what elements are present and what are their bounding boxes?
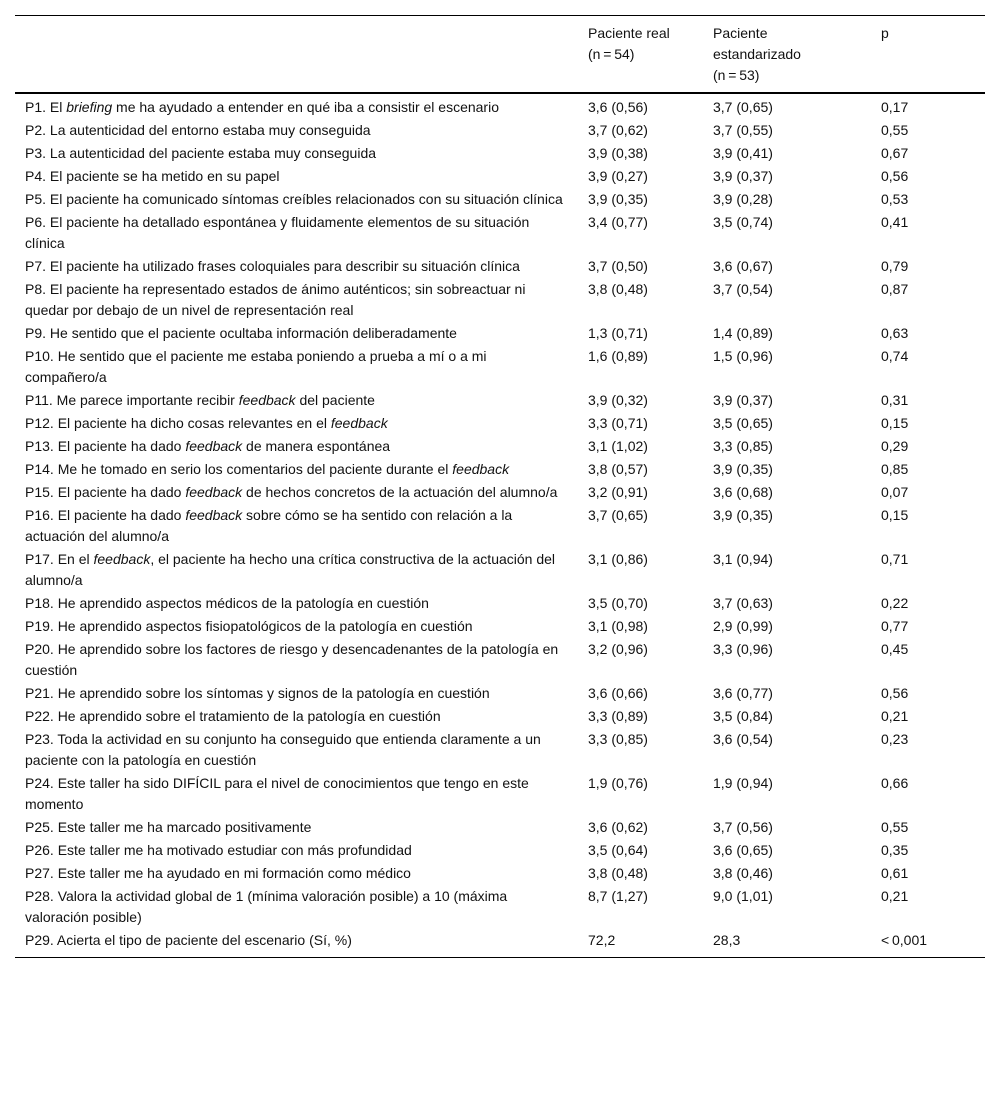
question-text-segment: P13. El paciente ha dado (25, 438, 186, 454)
standardized-patient-value: 3,6 (0,68) (713, 484, 773, 500)
question-text (15, 435, 578, 458)
question-text-segment: feedback (452, 461, 510, 477)
real-patient-value: 3,9 (0,35) (588, 191, 648, 207)
question-text-segment: P4. El paciente se ha metido en su papel (25, 168, 280, 184)
question-text (15, 638, 578, 682)
real-patient-value: 3,1 (0,98) (588, 618, 648, 634)
real-patient-value: 3,3 (0,85) (588, 731, 648, 747)
standardized-patient-value: 3,5 (0,84) (713, 708, 773, 724)
table-row (15, 345, 985, 389)
table-row (15, 862, 985, 885)
question-text (15, 839, 578, 862)
question-text (15, 929, 578, 958)
question-text (15, 682, 578, 705)
standardized-patient-value: 3,9 (0,35) (713, 507, 773, 523)
standardized-patient-value: 3,6 (0,54) (713, 731, 773, 747)
real-patient-value: 3,8 (0,48) (588, 865, 648, 881)
p-value: 0,31 (881, 392, 909, 408)
real-patient-value: 3,7 (0,50) (588, 258, 648, 274)
header-row (15, 16, 985, 94)
real-patient-value: 8,7 (1,27) (588, 888, 648, 904)
table-row (15, 772, 985, 816)
table-row (15, 435, 985, 458)
table-row (15, 839, 985, 862)
standardized-patient-value: 3,6 (0,67) (713, 258, 773, 274)
question-text (15, 322, 578, 345)
header-standardized-patient-n: (n = 53) (713, 67, 760, 83)
p-value: 0,29 (881, 438, 909, 454)
table-row (15, 929, 985, 958)
question-text-segment: P22. He aprendido sobre el tratamiento de la patología en cuestión (25, 708, 441, 724)
p-value: 0,71 (881, 551, 909, 567)
question-text-segment: feedback (185, 484, 243, 500)
standardized-patient-value: 3,9 (0,35) (713, 461, 773, 477)
table-row (15, 389, 985, 412)
table-row (15, 504, 985, 548)
header-standardized-patient-label2: estandarizado (713, 46, 801, 62)
question-text-segment: sobre cómo se ha sentido con relación a la actuación del alumno/a (25, 507, 513, 544)
question-text-segment: P7. El paciente ha utilizado frases coloquiales para describir su situación clínica (25, 258, 520, 274)
real-patient-value: 3,8 (0,57) (588, 461, 648, 477)
table-row (15, 278, 985, 322)
real-patient-value: 1,3 (0,71) (588, 325, 648, 341)
header-item-column (15, 16, 578, 94)
question-text-segment: P27. Este taller me ha ayudado en mi formación como médico (25, 865, 411, 881)
question-text-segment: P5. El paciente ha comunicado síntomas creíbles relacionados con su situación clínica (25, 191, 563, 207)
question-text-segment: P8. El paciente ha representado estados de ánimo auténticos; sin sobreactuar ni quedar por debajo de un nivel de representación real (25, 281, 526, 318)
real-patient-value: 3,5 (0,64) (588, 842, 648, 858)
table-row (15, 885, 985, 929)
question-text (15, 816, 578, 839)
question-text-segment: briefing (66, 99, 113, 115)
question-text (15, 278, 578, 322)
question-text-segment: feedback (185, 507, 243, 523)
table-body (15, 93, 985, 958)
p-value: 0,67 (881, 145, 909, 161)
real-patient-value: 1,9 (0,76) (588, 775, 648, 791)
real-patient-value: 3,6 (0,56) (588, 99, 648, 115)
question-text-segment: P3. La autenticidad del paciente estaba muy conseguida (25, 145, 377, 161)
standardized-patient-value: 3,7 (0,56) (713, 819, 773, 835)
question-text (15, 93, 578, 119)
p-value: 0,77 (881, 618, 909, 634)
p-value: 0,15 (881, 507, 909, 523)
question-text (15, 458, 578, 481)
standardized-patient-value: 3,5 (0,65) (713, 415, 773, 431)
standardized-patient-value: 3,8 (0,46) (713, 865, 773, 881)
real-patient-value: 3,8 (0,48) (588, 281, 648, 297)
p-value: 0,41 (881, 214, 909, 230)
question-text-segment: feedback (93, 551, 151, 567)
p-value: 0,66 (881, 775, 909, 791)
p-value: 0,87 (881, 281, 909, 297)
question-text-segment: P10. He sentido que el paciente me estaba poniendo a prueba a mí o a mi compañero/a (25, 348, 487, 385)
question-text-segment: feedback (330, 415, 388, 431)
question-text-segment: P21. He aprendido sobre los síntomas y signos de la patología en cuestión (25, 685, 490, 701)
question-text (15, 504, 578, 548)
standardized-patient-value: 1,9 (0,94) (713, 775, 773, 791)
p-value: 0,21 (881, 888, 909, 904)
real-patient-value: 3,9 (0,27) (588, 168, 648, 184)
table-row (15, 119, 985, 142)
question-text-segment: P2. La autenticidad del entorno estaba muy conseguida (25, 122, 371, 138)
standardized-patient-value: 3,7 (0,65) (713, 99, 773, 115)
standardized-patient-value: 9,0 (1,01) (713, 888, 773, 904)
question-text (15, 862, 578, 885)
real-patient-value: 1,6 (0,89) (588, 348, 648, 364)
question-text-segment: del paciente (295, 392, 375, 408)
question-text-segment: me ha ayudado a entender en qué iba a consistir el escenario (112, 99, 499, 115)
question-text (15, 592, 578, 615)
question-text (15, 885, 578, 929)
p-value: 0,35 (881, 842, 909, 858)
question-text (15, 615, 578, 638)
question-text-segment: P23. Toda la actividad en su conjunto ha conseguido que entienda claramente a un paciente con la patología en cuestión (25, 731, 541, 768)
p-value: 0,63 (881, 325, 909, 341)
question-text (15, 728, 578, 772)
question-text-segment: de hechos concretos de la actuación del alumno/a (242, 484, 558, 500)
question-text-segment: P24. Este taller ha sido DIFÍCIL para el nivel de conocimientos que tengo en este momento (25, 775, 529, 812)
header-standardized-patient (703, 16, 871, 94)
real-patient-value: 3,2 (0,91) (588, 484, 648, 500)
p-value: < 0,001 (881, 932, 928, 948)
standardized-patient-value: 1,4 (0,89) (713, 325, 773, 341)
p-value: 0,74 (881, 348, 909, 364)
question-text-segment: P9. He sentido que el paciente ocultaba información deliberadamente (25, 325, 457, 341)
real-patient-value: 3,9 (0,38) (588, 145, 648, 161)
question-text (15, 142, 578, 165)
real-patient-value: 3,7 (0,65) (588, 507, 648, 523)
standardized-patient-value: 3,7 (0,54) (713, 281, 773, 297)
question-text-segment: P28. Valora la actividad global de 1 (mínima valoración posible) a 10 (máxima valoración posible) (25, 888, 508, 925)
question-text-segment: P26. Este taller me ha motivado estudiar con más profundidad (25, 842, 412, 858)
p-value: 0,23 (881, 731, 909, 747)
real-patient-value: 3,7 (0,62) (588, 122, 648, 138)
standardized-patient-value: 3,3 (0,96) (713, 641, 773, 657)
table-row (15, 592, 985, 615)
question-text-segment: P16. El paciente ha dado (25, 507, 186, 523)
header-standardized-patient-label1: Paciente (713, 25, 768, 41)
standardized-patient-value: 1,5 (0,96) (713, 348, 773, 364)
question-text (15, 481, 578, 504)
question-text (15, 389, 578, 412)
real-patient-value: 3,5 (0,70) (588, 595, 648, 611)
table-row (15, 458, 985, 481)
p-value: 0,61 (881, 865, 909, 881)
question-text-segment: P19. He aprendido aspectos fisiopatológicos de la patología en cuestión (25, 618, 473, 634)
question-text (15, 412, 578, 435)
question-text-segment: P15. El paciente ha dado (25, 484, 186, 500)
p-value: 0,79 (881, 258, 909, 274)
real-patient-value: 3,9 (0,32) (588, 392, 648, 408)
table-row (15, 615, 985, 638)
standardized-patient-value: 3,7 (0,63) (713, 595, 773, 611)
standardized-patient-value: 3,5 (0,74) (713, 214, 773, 230)
table-header (15, 16, 985, 94)
p-value: 0,21 (881, 708, 909, 724)
question-text-segment: P11. Me parece importante recibir (25, 392, 239, 408)
question-text (15, 772, 578, 816)
results-table-container (15, 15, 985, 958)
real-patient-value: 3,6 (0,62) (588, 819, 648, 835)
question-text (15, 345, 578, 389)
p-value: 0,22 (881, 595, 909, 611)
table-row (15, 682, 985, 705)
p-value: 0,85 (881, 461, 909, 477)
question-text-segment: P25. Este taller me ha marcado positivamente (25, 819, 312, 835)
question-text-segment: feedback (185, 438, 243, 454)
header-real-patient (578, 16, 703, 94)
standardized-patient-value: 3,9 (0,28) (713, 191, 773, 207)
table-row (15, 728, 985, 772)
question-text (15, 188, 578, 211)
question-text-segment: P20. He aprendido sobre los factores de riesgo y desencadenantes de la patología en cuestión (25, 641, 559, 678)
question-text-segment: P12. El paciente ha dicho cosas relevantes en el (25, 415, 331, 431)
p-value: 0,55 (881, 122, 909, 138)
question-text-segment: P29. Acierta el tipo de paciente del escenario (Sí, %) (25, 932, 352, 948)
table-row (15, 322, 985, 345)
question-text (15, 211, 578, 255)
table-row (15, 255, 985, 278)
question-text (15, 548, 578, 592)
table-row (15, 638, 985, 682)
real-patient-value: 3,3 (0,71) (588, 415, 648, 431)
table-row (15, 816, 985, 839)
question-text-segment: de manera espontánea (242, 438, 391, 454)
p-value: 0,53 (881, 191, 909, 207)
standardized-patient-value: 3,3 (0,85) (713, 438, 773, 454)
standardized-patient-value: 3,6 (0,65) (713, 842, 773, 858)
question-text-segment: P1. El (25, 99, 67, 115)
question-text-segment: , el paciente ha hecho una crítica constructiva de la actuación del alumno/a (25, 551, 556, 588)
table-row (15, 142, 985, 165)
real-patient-value: 3,3 (0,89) (588, 708, 648, 724)
standardized-patient-value: 28,3 (713, 932, 741, 948)
real-patient-value: 3,2 (0,96) (588, 641, 648, 657)
header-real-patient-label: Paciente real (588, 25, 670, 41)
question-text (15, 119, 578, 142)
standardized-patient-value: 3,9 (0,41) (713, 145, 773, 161)
p-value: 0,55 (881, 819, 909, 835)
standardized-patient-value: 3,9 (0,37) (713, 392, 773, 408)
question-text-segment: P14. Me he tomado en serio los comentarios del paciente durante el (25, 461, 453, 477)
real-patient-value: 3,1 (0,86) (588, 551, 648, 567)
question-text (15, 705, 578, 728)
header-p-value: p (881, 25, 889, 41)
real-patient-value: 72,2 (588, 932, 616, 948)
table-row (15, 548, 985, 592)
question-text (15, 165, 578, 188)
table-row (15, 211, 985, 255)
question-text-segment: P6. El paciente ha detallado espontánea y fluidamente elementos de su situación clínica (25, 214, 530, 251)
table-row (15, 165, 985, 188)
table-row (15, 705, 985, 728)
table-row (15, 412, 985, 435)
standardized-patient-value: 2,9 (0,99) (713, 618, 773, 634)
header-real-patient-n: (n = 54) (588, 46, 635, 62)
p-value: 0,56 (881, 168, 909, 184)
question-text-segment: feedback (238, 392, 296, 408)
real-patient-value: 3,4 (0,77) (588, 214, 648, 230)
results-table (15, 15, 985, 958)
question-text (15, 255, 578, 278)
standardized-patient-value: 3,6 (0,77) (713, 685, 773, 701)
question-text-segment: P18. He aprendido aspectos médicos de la patología en cuestión (25, 595, 429, 611)
real-patient-value: 3,1 (1,02) (588, 438, 648, 454)
p-value: 0,45 (881, 641, 909, 657)
table-row (15, 481, 985, 504)
standardized-patient-value: 3,1 (0,94) (713, 551, 773, 567)
standardized-patient-value: 3,9 (0,37) (713, 168, 773, 184)
real-patient-value: 3,6 (0,66) (588, 685, 648, 701)
table-row (15, 188, 985, 211)
p-value: 0,56 (881, 685, 909, 701)
question-text-segment: P17. En el (25, 551, 94, 567)
p-value: 0,07 (881, 484, 909, 500)
standardized-patient-value: 3,7 (0,55) (713, 122, 773, 138)
p-value: 0,17 (881, 99, 909, 115)
table-row (15, 93, 985, 119)
p-value: 0,15 (881, 415, 909, 431)
